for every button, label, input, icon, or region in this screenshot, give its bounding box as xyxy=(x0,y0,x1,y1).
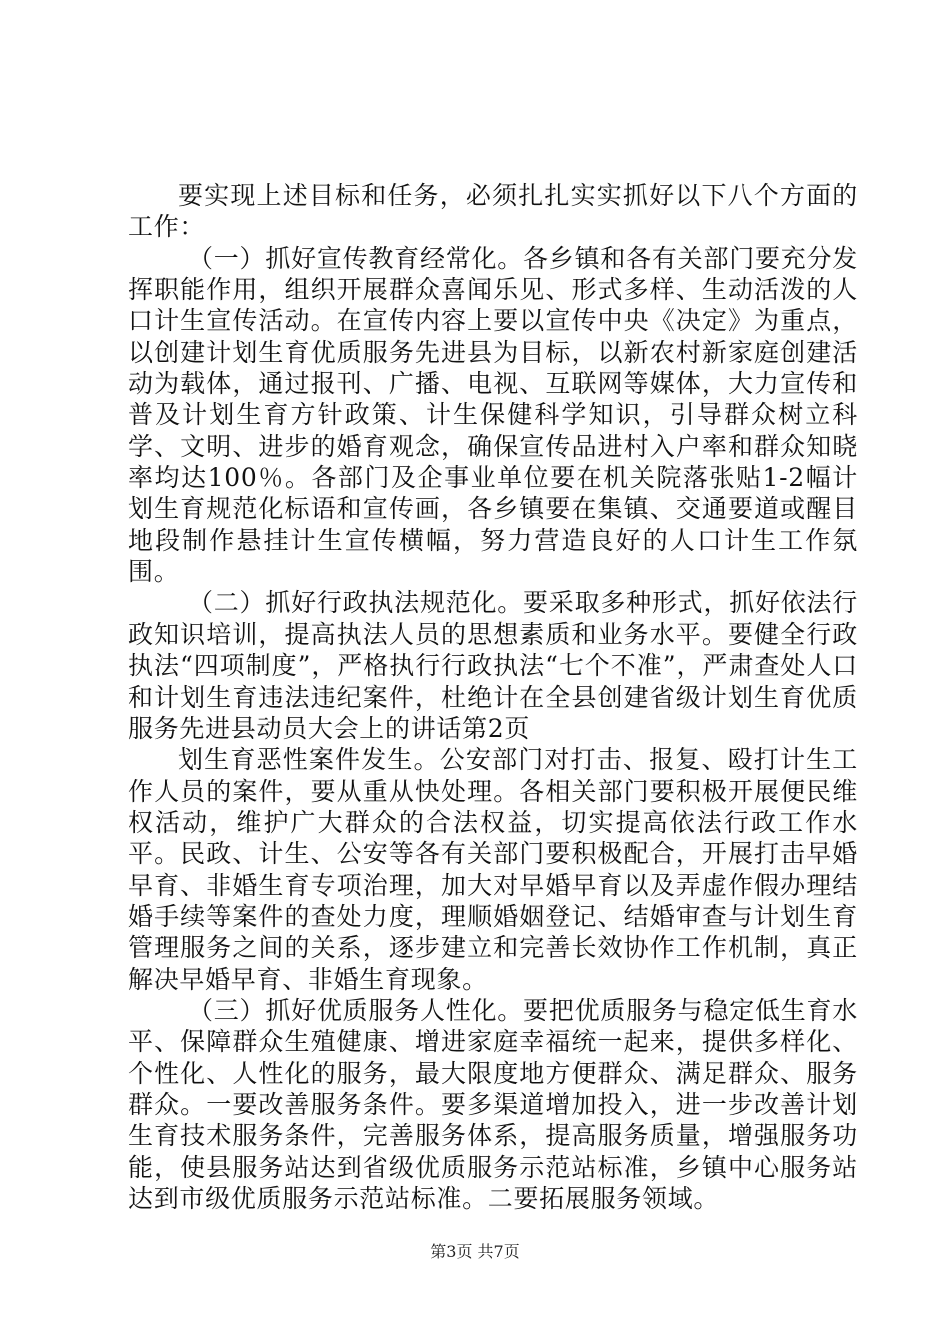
paragraph-section-2: （二）抓好行政执法规范化。要采取多种形式，抓好依法行政知识培训，提高执法人员的思想素质和业务水平。要健全行政执法“四项制度”，严格执行行政执法“七个不准”，严肃查处人口和计划生育违法违纪案件，杜绝计在全县创建省级计划生育优质服务先进县动员大会上的讲话第2页 xyxy=(128,588,858,743)
document-body xyxy=(128,180,858,1214)
paragraph-section-3: （三）抓好优质服务人性化。要把优质服务与稳定低生育水平、保障群众生殖健康、增进家庭幸福统一起来，提供多样化、个性化、人性化的服务，最大限度地方便群众、满足群众、服务群众。一要改善服务条件。要多渠道增加投入，进一步改善计划生育技术服务条件，完善服务体系，提高服务质量，增强服务功能，使县服务站达到省级优质服务示范站标准，乡镇中心服务站达到市级优质服务示范站标准。二要拓展服务领域。 xyxy=(128,995,858,1213)
paragraph-section-2-continued: 划生育恶性案件发生。公安部门对打击、报复、殴打计生工作人员的案件，要从重从快处理。各相关部门要积极开展便民维权活动，维护广大群众的合法权益，切实提高依法行政工作水平。民政、计生、公安等各有关部门要积极配合，开展打击早婚早育、非婚生育专项治理，加大对早婚早育以及弄虚作假办理结婚手续等案件的查处力度，理顺婚姻登记、结婚审查与计划生育管理服务之间的关系，逐步建立和完善长效协作工作机制，真正解决早婚早育、非婚生育现象。 xyxy=(128,745,858,994)
page-footer: 第3页 共7页 xyxy=(430,1242,520,1261)
paragraph-section-1: （一）抓好宣传教育经常化。各乡镇和各有关部门要充分发挥职能作用，组织开展群众喜闻乐见、形式多样、生动活泼的人口计生宣传活动。在宣传内容上要以宣传中央《决定》为重点，以创建计划生育优质服务先进县为目标，以新农村新家庭创建活动为载体，通过报刊、广播、电视、互联网等媒体，大力宣传和普及计划生育方针政策、计生保健科学知识，引导群众树立科学、文明、进步的婚育观念，确保宣传品进村入户率和群众知晓率均达100％。各部门及企事业单位要在机关院落张贴1-2幅计划生育规范化标语和宣传画，各乡镇要在集镇、交通要道或醒目地段制作悬挂计生宣传横幅，努力营造良好的人口计生工作氛围。 xyxy=(128,243,858,587)
paragraph-intro: 要实现上述目标和任务，必须扎扎实实抓好以下八个方面的工作： xyxy=(128,181,858,242)
